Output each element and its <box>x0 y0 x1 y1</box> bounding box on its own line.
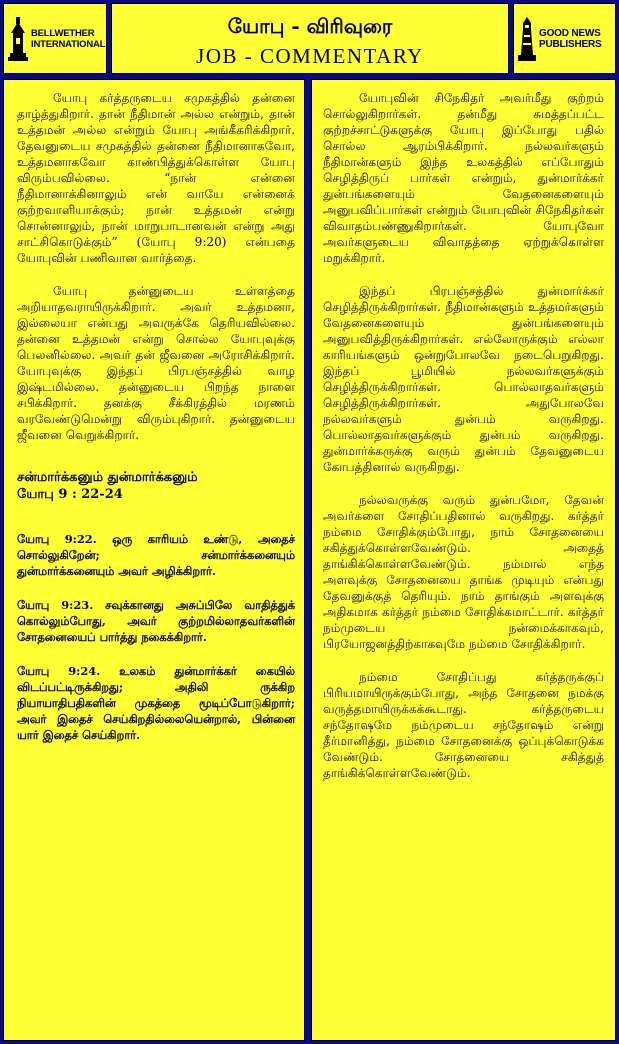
good-news-logo <box>513 3 616 74</box>
verse-9-23: யோபு 9:23. சவுக்கானது அசுப்பிலே வாதித்துக் கொல்லும்போது, அவர் குற்றமில்லாதவர்களின் சோதனையைப் பார்த்து நகைக்கிறார். <box>17 598 295 644</box>
verse-9-24: யோபு 9:24. உலகம் துன்மார்க்கர் கையில் விடப்பட்டிருக்கிறது; அதிலி ருக்கிற நியாயாதிபதிகளின் முகத்தை மூடிப்போடுகிறார்; அவர் இதைச் செய்கிறதில்லையென்றால், பின்னை யார் இதைச் செய்கிறார். <box>17 664 295 742</box>
bell-tower-icon <box>8 17 28 61</box>
verse-9-22: யோபு 9:22. ஒரு காரியம் உண்டு, அதைச் சொல்லுகிறேன்; சன்மார்க்கனையும் துன்மார்க்கனையும் அவர் அழிக்கிறார். <box>17 532 295 578</box>
section-heading-line1: சன்மார்க்கனும் துன்மார்க்கனும் <box>17 470 198 485</box>
section-heading <box>17 469 295 503</box>
right-paragraph-2: இந்தப் பிரபஞ்சத்தில் துன்மார்க்கர் செழித்திருக்கிறார்கள். நீதிமான்களும் உத்தமர்களும் வேதனைகளையும் துன்பங்களையும் அனுபவித்திருக்கிறார்கள். எல்லோருக்கும் எல்லா காரியங்களும் ஒன்றுபோலவே நடைபெறுகிறது. இந்தப் பூமியில் நல்லவர்களுக்கும் செழித்திருக்கிறார்கள். பொல்லாதவர்களும் செழித்திருக்கிறார்கள். அதுபோலவே நல்லவர்களும் துன்பம் வருகிறது. பொல்லாதவர்களுக்கும் துன்பம் வருகிறது. துன்மார்க்கருக்கு வரும் துன்பம் தேவனுடைய கோபத்தினால் வருகிறது. <box>323 284 604 474</box>
left-column <box>3 79 305 1041</box>
right-paragraph-3: நல்லவருக்கு வரும் துன்பமோ, தேவன் அவர்களை சோதிப்பதினால் வருகிறது. கர்த்தர் நம்மை சோதிக்கும்போது, நாம் சோதனையை சகித்துக்கொள்ளவேண்டும். அதைத் தாங்கிக்கொள்ளவேண்டும். நம்மால் எந்த அளவுக்கு சோதனையை தாங்க முடியும் என்பது தேவனுக்குத் தெரியும். நாம் தாங்கும் அளவுக்கு அதிகமாக கர்த்தர் நம்மை சோதிக்கமாட்டார். கர்த்தர் நம்முடைய நன்மைக்காகவும், பிரயோஜனத்திற்காகவுமே நம்மை சோதிக்கிறார். <box>323 493 604 651</box>
bellwether-logo <box>3 3 107 74</box>
right-paragraph-4: நம்மை சோதிப்பது கர்த்தருக்குப் பிரியமாயிருக்கும்போது, அந்த சோதனை நமக்கு வருத்தமாயிருக்கக்கூடாது. கர்த்தருடைய சந்தோஷமே நம்முடைய சந்தோஷம் என்று தீர்மானித்து, நம்மை சோதனைக்கு ஒப்புக்கொடுக்க வேண்டும். சோதனையை சகித்துத் தாங்கிக்கொள்ளவேண்டும். <box>323 670 604 780</box>
right-logo-line2: PUBLISHERS <box>539 38 602 50</box>
right-paragraph-1: யோபுவின் சிநேகிதர் அவர்மீது குற்றம் சொல்லுகிறார்கள். தன்மீது சுமத்தப்பட்ட குற்றச்சாட்டுகளுக்கு யோபு இப்போது பதில் சொல்ல ஆரம்பிக்கிறார். நல்லவர்களும் நீதிமான்களும் இந்த உலகத்தில் எப்போதும் செழித்திருப் பார்கள் என்றும், துன்மார்க்கர் துன்பங்களையும் வேதனைகளையும் அனுபவிப்பார்கள் என்றும் யோபுவின் சிநேகிதர்கள் விவாதம்பண்ணுகிறார்கள். யோபுவோ அவர்களுடைய விவாதத்தை ஏற்றுக்கொள்ள மறுக்கிறார். <box>323 91 604 265</box>
section-heading-line2: யோபு 9 : 22-24 <box>17 487 123 502</box>
left-logo-line2: INTERNATIONAL <box>31 38 106 50</box>
left-paragraph-1: யோபு கர்த்தருடைய சமுகத்தில் தன்னை தாழ்த்துகிறார். தான் நீதிமான் அல்ல என்றும், தான் உத்தமன் அல்ல என்றும் யோபு அங்கீகரிக்கிறார். தேவனுடைய சமுகத்தில் தன்னை நீதிமானாகவோ, உத்தமனாகவோ காண்பித்துக்கொள்ள யோபு விரும்பவில்லை. “நான் என்னை நீதிமானாக்கினாலும் என் வாயே என்னைக் குற்றவாளியாக்கும்; நான் உத்தமன் என்று சொன்னாலும், நான் மாறுபாடானவன் என்று அது சாட்சிகொடுக்கும்” (யோபு 9:20) என்பதை யோபுவின் பணிவான வார்த்தை. <box>17 91 295 265</box>
right-column <box>311 79 616 1041</box>
left-paragraph-2: யோபு தன்னுடைய உள்ளத்தை அறியாதவராயிருக்கிறார். அவர் உத்தமனா, இல்லையா என்பது அவருக்கே தெரியவில்லை. தன்னை உத்தமன் என்று சொல்ல யோபுவுக்கு பெலனில்லை. அவர் தன் ஜீவனை அரோசிக்கிறார். யோபுவுக்கு இந்தப் பிரபஞ்சத்தில் வாழ இஷ்டமில்லை. தன்னுடைய பிறந்த நாளை சபிக்கிறார். தனக்கு சீக்கிரத்தில் மரணம் வரவேண்டுமென்று விரும்புகிறார். தன்னுடைய ஜீவனை வெறுக்கிறார். <box>17 284 295 442</box>
page-title-tamil: யோபு - விரிவுரை <box>227 14 393 38</box>
right-logo-line1: GOOD NEWS <box>539 27 601 39</box>
lighthouse-icon <box>518 17 536 61</box>
page-title-english: JOB - COMMENTARY <box>196 44 424 68</box>
title-box <box>111 3 509 74</box>
left-logo-line1: BELLWETHER <box>31 27 95 39</box>
